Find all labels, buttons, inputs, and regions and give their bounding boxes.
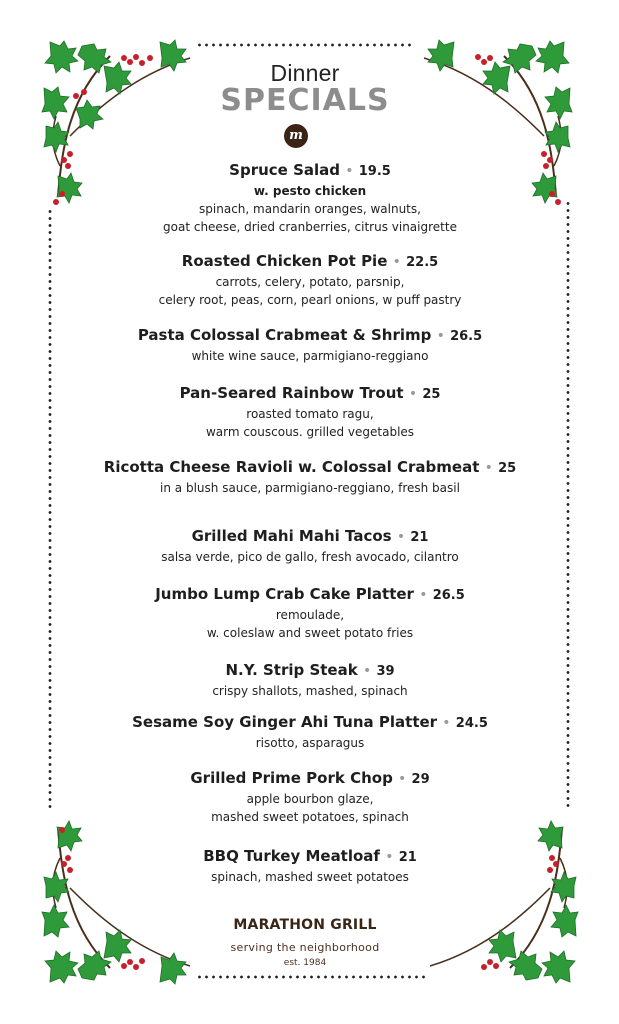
title-dinner: Dinner	[270, 60, 340, 86]
established-year: est. 1984	[283, 958, 327, 968]
menu-item-chicken-pot-pie	[60, 251, 560, 309]
item-price: 22.5	[406, 255, 439, 270]
item-description-line: remoulade,	[275, 608, 345, 622]
item-description-line: white wine sauce, parmigiano-reggiano	[191, 349, 429, 363]
dotted-border-top	[196, 43, 414, 47]
item-description-line: crispy shallots, mashed, spinach	[212, 684, 408, 698]
item-price: 21	[410, 530, 429, 545]
item-separator: •	[398, 771, 407, 787]
title-specials: SPECIALS	[220, 83, 390, 118]
menu-item-crab-cake-platter	[60, 584, 560, 642]
item-separator: •	[362, 663, 372, 679]
item-separator: •	[442, 715, 451, 731]
menu-item-turkey-meatloaf	[60, 846, 560, 886]
item-price: 25	[498, 461, 517, 476]
item-separator: •	[392, 254, 401, 270]
item-name: Jumbo Lump Crab Cake Platter	[155, 585, 414, 603]
item-description-line: salsa verde, pico de gallo, fresh avocado, cilantro	[161, 550, 459, 564]
item-description-line: mashed sweet potatoes, spinach	[211, 810, 409, 824]
item-description-line: w. coleslaw and sweet potato fries	[206, 626, 414, 640]
item-name: Sesame Soy Ginger Ahi Tuna Platter	[132, 713, 438, 731]
item-separator: •	[385, 849, 394, 865]
item-description-line: warm couscous. grilled vegetables	[205, 425, 415, 439]
item-separator: •	[345, 163, 354, 179]
menu-item-strip-steak	[60, 660, 560, 700]
item-price: 29	[411, 772, 430, 787]
item-name: Grilled Mahi Mahi Tacos	[191, 527, 392, 545]
menu-header	[150, 60, 460, 116]
menu-item-rainbow-trout	[60, 383, 560, 441]
item-subtitle: w. pesto chicken	[253, 184, 367, 198]
dotted-border-bottom	[196, 975, 428, 979]
item-description-line: in a blush sauce, parmigiano-reggiano, fresh basil	[160, 481, 460, 495]
item-description-line: carrots, celery, potato, parsnip,	[215, 275, 405, 289]
item-price: 21	[398, 850, 417, 865]
item-price: 26.5	[450, 329, 483, 344]
item-name: BBQ Turkey Meatloaf	[203, 847, 380, 865]
item-description-line: risotto, asparagus	[255, 736, 365, 750]
logo-letter: m	[289, 128, 303, 143]
item-separator: •	[484, 460, 493, 476]
item-description-line: spinach, mandarin oranges, walnuts,	[199, 202, 421, 216]
dotted-border-right	[566, 200, 570, 808]
item-description-line: celery root, peas, corn, pearl onions, w puff pastry	[158, 293, 462, 307]
restaurant-tagline: serving the neighborhood	[230, 941, 380, 954]
item-separator: •	[408, 386, 418, 402]
item-separator: •	[396, 529, 406, 545]
menu-item-pork-chop	[60, 768, 560, 826]
menu-footer	[160, 916, 450, 970]
item-name: Pasta Colossal Crabmeat & Shrimp	[137, 326, 432, 344]
item-description-line: roasted tomato ragu,	[246, 407, 374, 421]
item-description-line: spinach, mashed sweet potatoes	[211, 870, 409, 884]
menu-item-ahi-tuna-platter	[60, 712, 560, 752]
item-description-line: apple bourbon glaze,	[246, 792, 374, 806]
item-name: Roasted Chicken Pot Pie	[181, 252, 388, 270]
item-description-line: goat cheese, dried cranberries, citrus vinaigrette	[163, 220, 457, 234]
dotted-border-left	[48, 208, 52, 808]
item-price: 39	[376, 664, 395, 679]
item-price: 24.5	[455, 716, 488, 731]
item-name: Grilled Prime Pork Chop	[190, 769, 393, 787]
item-price: 25	[422, 387, 441, 402]
menu-item-mahi-tacos	[60, 526, 560, 566]
restaurant-logo-icon	[284, 124, 308, 148]
item-name: Ricotta Cheese Ravioli w. Colossal Crabmeat	[103, 458, 480, 476]
menu-item-pasta-crabmeat-shrimp	[60, 325, 560, 365]
item-price: 26.5	[432, 588, 465, 603]
item-name: N.Y. Strip Steak	[225, 661, 358, 679]
item-price: 19.5	[358, 164, 391, 179]
item-separator: •	[436, 328, 445, 344]
menu-item-spruce-salad	[60, 160, 560, 236]
menu-item-ricotta-ravioli	[60, 457, 560, 497]
item-name: Pan-Seared Rainbow Trout	[179, 384, 404, 402]
item-name: Spruce Salad	[229, 161, 341, 179]
restaurant-name: MARATHON GRILL	[233, 917, 377, 933]
item-separator: •	[419, 587, 428, 603]
